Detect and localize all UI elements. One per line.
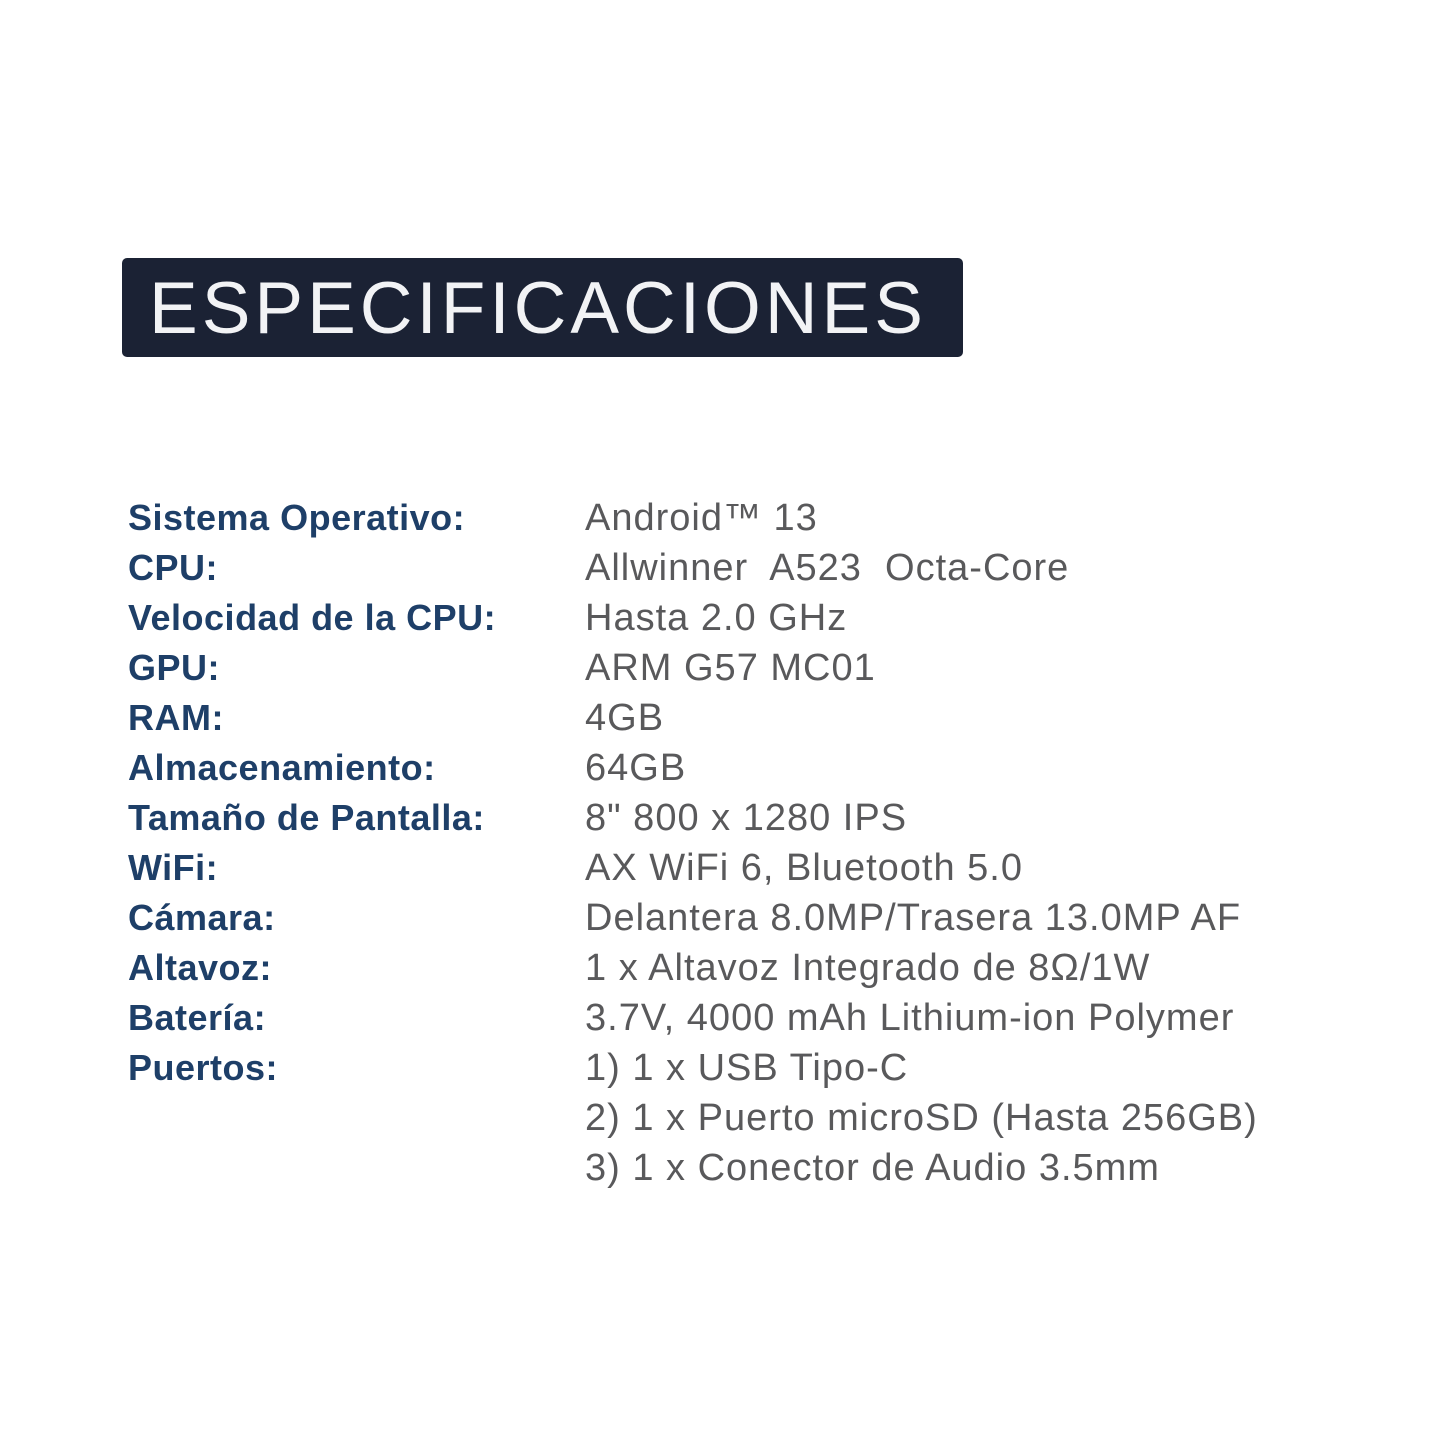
spec-row <box>128 743 1428 793</box>
spec-row <box>128 693 1428 743</box>
spec-label: Cámara: <box>128 897 276 938</box>
spec-value: 64GB <box>585 747 687 789</box>
spec-row <box>128 543 1428 593</box>
spec-label: Sistema Operativo: <box>128 497 466 538</box>
spec-row <box>128 793 1428 843</box>
spec-value: ARM G57 MC01 <box>585 647 876 689</box>
spec-label: RAM: <box>128 697 224 738</box>
spec-value: Hasta 2.0 GHz <box>585 597 848 639</box>
spec-table <box>128 493 1428 1193</box>
spec-value: Allwinner A523 Octa-Core <box>585 547 1070 589</box>
spec-value: Android™ 13 <box>585 497 818 539</box>
spec-label: GPU: <box>128 647 220 688</box>
spec-label: Tamaño de Pantalla: <box>128 797 485 838</box>
spec-row <box>128 593 1428 643</box>
spec-value: AX WiFi 6, Bluetooth 5.0 <box>585 847 1023 889</box>
spec-label: WiFi: <box>128 847 219 888</box>
title-banner <box>122 258 963 357</box>
spec-value: 2) 1 x Puerto microSD (Hasta 256GB) <box>585 1097 1258 1139</box>
spec-label: Batería: <box>128 997 267 1038</box>
spec-label: Almacenamiento: <box>128 747 436 788</box>
spec-row <box>128 993 1428 1043</box>
spec-value: 3.7V, 4000 mAh Lithium-ion Polymer <box>585 997 1235 1039</box>
spec-value: 3) 1 x Conector de Audio 3.5mm <box>585 1147 1160 1189</box>
spec-value: 1 x Altavoz Integrado de 8Ω/1W <box>585 947 1151 989</box>
spec-row <box>128 1043 1428 1093</box>
spec-label: CPU: <box>128 547 218 588</box>
spec-value: 8" 800 x 1280 IPS <box>585 797 908 839</box>
spec-row <box>128 643 1428 693</box>
spec-row <box>128 493 1428 543</box>
spec-label: Altavoz: <box>128 947 273 988</box>
page-title: ESPECIFICACIONES <box>149 268 927 349</box>
spec-row <box>128 1143 1428 1193</box>
spec-row <box>128 843 1428 893</box>
spec-label: Puertos: <box>128 1047 279 1088</box>
spec-row <box>128 1093 1428 1143</box>
spec-label: Velocidad de la CPU: <box>128 597 497 638</box>
spec-value: 4GB <box>585 697 665 739</box>
spec-value: 1) 1 x USB Tipo-C <box>585 1047 909 1089</box>
spec-value: Delantera 8.0MP/Trasera 13.0MP AF <box>585 897 1242 939</box>
spec-row <box>128 893 1428 943</box>
spec-row <box>128 943 1428 993</box>
